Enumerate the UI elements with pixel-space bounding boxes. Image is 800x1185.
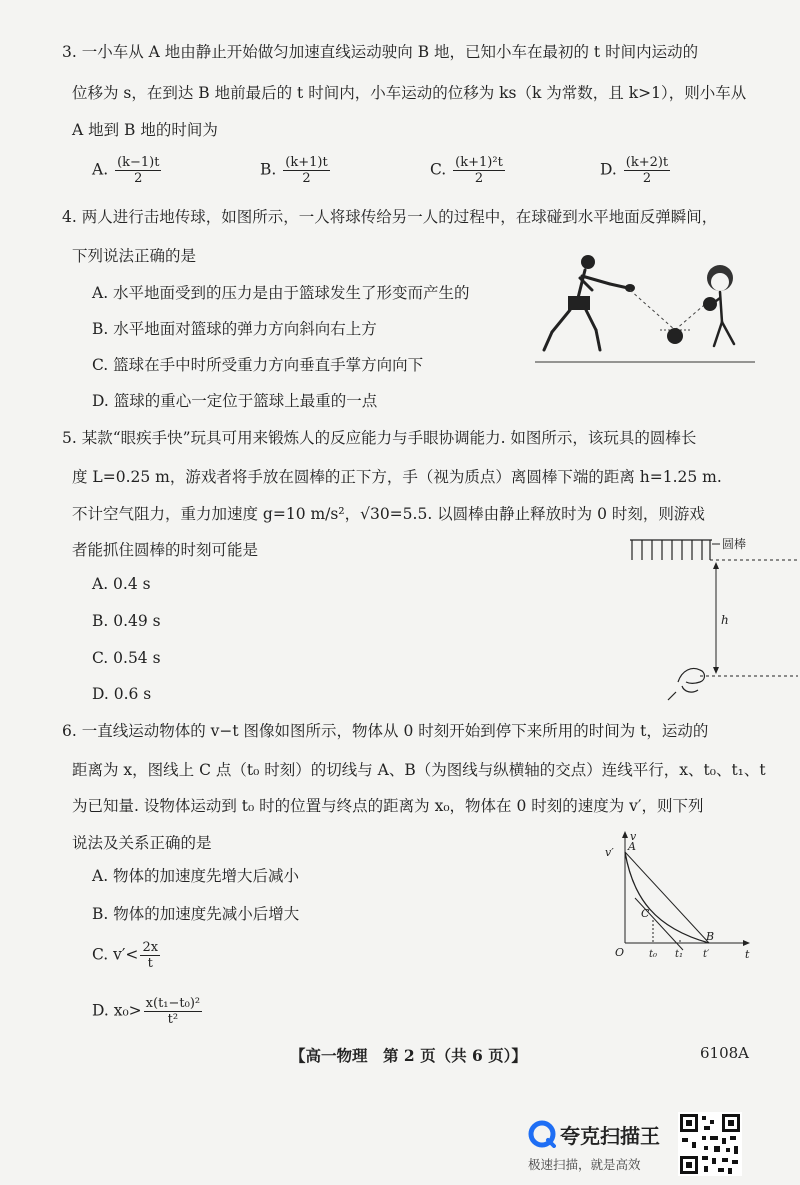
q4-option-d: D. 篮球的重心一定位于篮球上最重的一点 [92, 392, 378, 410]
brand-slogan: 极速扫描，就是高效 [528, 1157, 641, 1172]
basketball-pass-figure [530, 250, 760, 370]
v-prime-label: v′ [605, 846, 614, 859]
q3-line3: A 地到 B 地的时间为 [72, 121, 218, 139]
rod-shape [630, 540, 712, 560]
qr-code-icon [678, 1112, 742, 1176]
origin-label: O [615, 946, 625, 959]
rod-label: 圆棒 [722, 537, 747, 551]
basketball [667, 328, 683, 344]
q5-line4: 者能抓住圆棒的时刻可能是 [72, 541, 259, 559]
q6-line4: 说法及关系正确的是 [72, 834, 212, 852]
q4-option-c: C. 篮球在手中时所受重力方向垂直手掌方向向下 [92, 356, 424, 374]
q3-option-c: C. $\frac{\text{(k+1)²t}}{2}$ [430, 155, 503, 186]
rod-figure [620, 532, 800, 702]
point-a-label: A [628, 840, 636, 853]
paper-code: 6108A [700, 1044, 750, 1062]
q6-option-c: C. v′< $\frac{2x}{t}$ [92, 940, 159, 971]
brand-name: 夸克扫描王 [560, 1124, 660, 1148]
q3-line1: 3. 一小车从 A 地由静止开始做匀加速直线运动驶向 B 地，已知小车在最初的 t 时间内运动的 [62, 43, 699, 61]
point-b-label: B [706, 930, 715, 943]
passer-figure [544, 255, 635, 350]
hand-icon [668, 669, 705, 701]
q5-line2: 度 L=0.25 m，游戏者将手放在圆棒的正下方，手（视为质点）离圆棒下端的距离 h=1.25 m. [72, 468, 722, 486]
scanner-watermark [520, 1112, 800, 1185]
q3-option-a: A. $\frac{(k-1)t}{2}$ [92, 155, 160, 186]
q6-line1: 6. 一直线运动物体的 v−t 图像如图所示，物体从 0 时刻开始到停下来所用的时间为 t，运动的 [62, 722, 709, 740]
q3-option-b: B. $\frac{(k+1)t}{2}$ [260, 155, 328, 186]
q6-line3: 为已知量. 设物体运动到 t₀ 时的位置与终点的距离为 x₀，物体在 0 时刻的速度为 v′，则下列 [72, 797, 704, 815]
q3-option-d: D. $\frac{(k+2)t}{2}$ [600, 155, 669, 186]
q5-line1: 5. 某款“眼疾手快”玩具可用来锻炼人的反应能力与手眼协调能力. 如图所示，该玩具的圆棒长 [62, 429, 697, 447]
q6-option-a: A. 物体的加速度先增大后减小 [92, 867, 300, 885]
q6-option-b: B. 物体的加速度先减小后增大 [92, 905, 300, 923]
ball-path-down [630, 290, 675, 330]
t-prime-label: t′ [703, 949, 710, 960]
tangent-c [635, 898, 683, 950]
v-axis-label: v [630, 830, 637, 843]
t-axis-label: t [745, 948, 750, 961]
q4-option-a: A. 水平地面受到的压力是由于篮球发生了形变而产生的 [92, 284, 470, 302]
vt-graph [605, 828, 755, 963]
q5-option-b: B. 0.49 s [92, 612, 161, 630]
q6-line2: 距离为 x，图线上 C 点（t₀ 时刻）的切线与 A、B（为图线与纵横轴的交点）连线平行，x、t₀、t₁、t [72, 761, 766, 779]
page-footer: 【高一物理 第 2 页（共 6 页）】 [290, 1046, 527, 1065]
q4-line1: 4. 两人进行击地传球，如图所示，一人将球传给另一人的过程中，在球碰到水平地面反弹瞬间， [62, 208, 718, 226]
chord-ab [625, 852, 709, 943]
q5-option-c: C. 0.54 s [92, 649, 161, 667]
receiver-figure [703, 265, 734, 346]
point-c-label: C [641, 907, 650, 920]
q5-line3: 不计空气阻力，重力加速度 g=10 m/s²，√30=5.5. 以圆棒由静止释放时为 0 时刻，则游戏 [72, 505, 705, 523]
q6-option-d: D. x₀> $\frac{\text{x(t₁−t₀)²}}{\text{t²}}$ [92, 996, 201, 1027]
q4-option-b: B. 水平地面对篮球的弹力方向斜向右上方 [92, 320, 377, 338]
q5-option-a: A. 0.4 s [92, 575, 151, 593]
q3-line2: 位移为 s，在到达 B 地前最后的 t 时间内，小车运动的位移为 ks（k 为常数，且 k>1），则小车从 [72, 84, 747, 102]
q4-line2: 下列说法正确的是 [72, 247, 197, 265]
quark-logo-icon [528, 1120, 556, 1148]
q5-option-d: D. 0.6 s [92, 685, 152, 703]
h-label: h [721, 613, 729, 627]
t1-label: t₁ [675, 949, 684, 960]
t0-label: t₀ [649, 949, 658, 960]
